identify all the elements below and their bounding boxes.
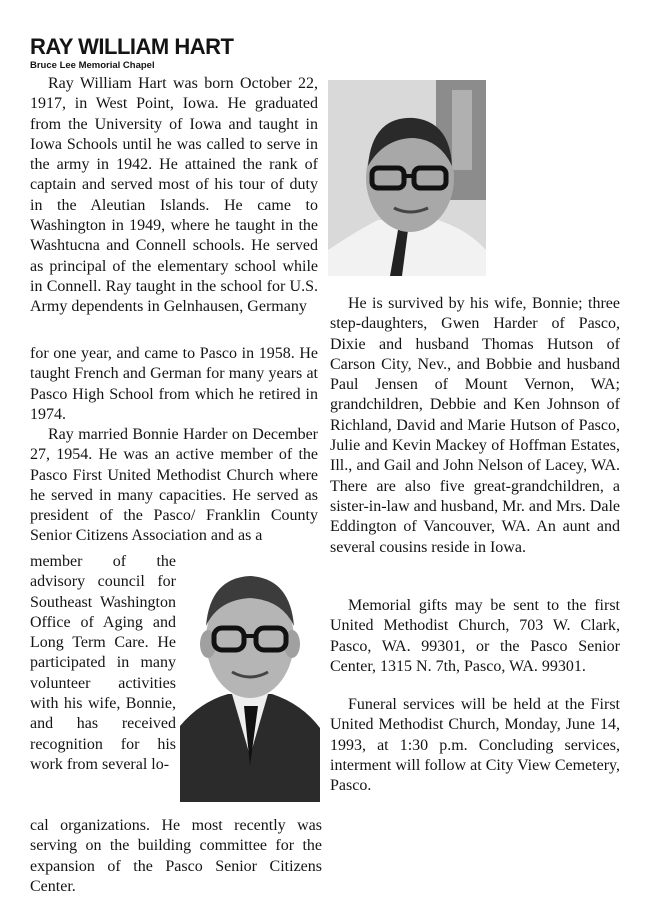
paragraph-survivors: He is survived by his wife, Bonnie; three step-daughters, Gwen Harder of Pasco, Dixie and husband Thomas Hutson of Carson City, Nev., and Bobbie and husband Paul Jensen of Mount Vernon, WA; grandchildren, Debbie and Ken Johnson of Richland, David and Marie Hutson of Pasco, Julie and Kevin Mackey of Hoffman Estates, Ill., and Gail and John Nelson of Lacey, WA. There are also five great-grandchildren, a sister-in-law and husband, Mr. and Mrs. Dale Eddington of Vancouver, WA. An aunt and several cousins reside in Iowa.: [330, 295, 620, 556]
paragraph-funeral-services: Funeral services will be held at the First United Methodist Church, Monday, June 14, 1993, at 1:30 p.m. Concluding services, interment will follow at City View Cemetery, Pasco.: [330, 696, 620, 795]
paragraph-biography: Ray William Hart was born October 22, 1917, in West Point, Iowa. He graduated from the University of Iowa and taught in Iowa Schools until he was called to serve in the army in 1942. He attained the rank of captain and served most of his tour of duty in the Aleutian Islands. He came to Washington in 1949, where he taught in the Washtucna and Connell schools. He served as principal of the elementary school while in Connell. Ray taught in the school for U.S. Army dependents in Gelnhausen, Germany: [30, 75, 318, 316]
funeral-home-credit: Bruce Lee Memorial Chapel: [30, 60, 155, 71]
obituary-headline: RAY WILLIAM HART: [30, 34, 234, 59]
paragraph-marriage: Ray married Bonnie Harder on December 27, 1954. He was an active member of the Pasco First United Methodist Church where he served in many capacities. He served as president of the Pasco/ Franklin County Senior Citizens Association and as a: [30, 426, 318, 545]
portrait-photo-top: [328, 80, 486, 276]
portrait-photo-bottom: [180, 556, 320, 802]
paragraph-advisory-council: member of the advisory council for Southeast Washington Office of Aging and Long Term Care. He participated in many volunteer activities with his wife, Bonnie, and has received recognition for his work from several lo-: [30, 553, 176, 773]
paragraph-pasco-teaching: for one year, and came to Pasco in 1958. He taught French and German for many years at Pasco High School from which he retired in 1974.: [30, 345, 318, 423]
paragraph-building-committee: cal organizations. He most recently was serving on the building committee for the expansion of the Pasco Senior Citizens Center.: [30, 817, 322, 895]
paragraph-memorial-gifts: Memorial gifts may be sent to the first United Methodist Church, 703 W. Clark, Pasco, WA. 99301, or the Pasco Senior Center, 1315 N. 7th, Pasco, WA. 99301.: [330, 597, 620, 675]
